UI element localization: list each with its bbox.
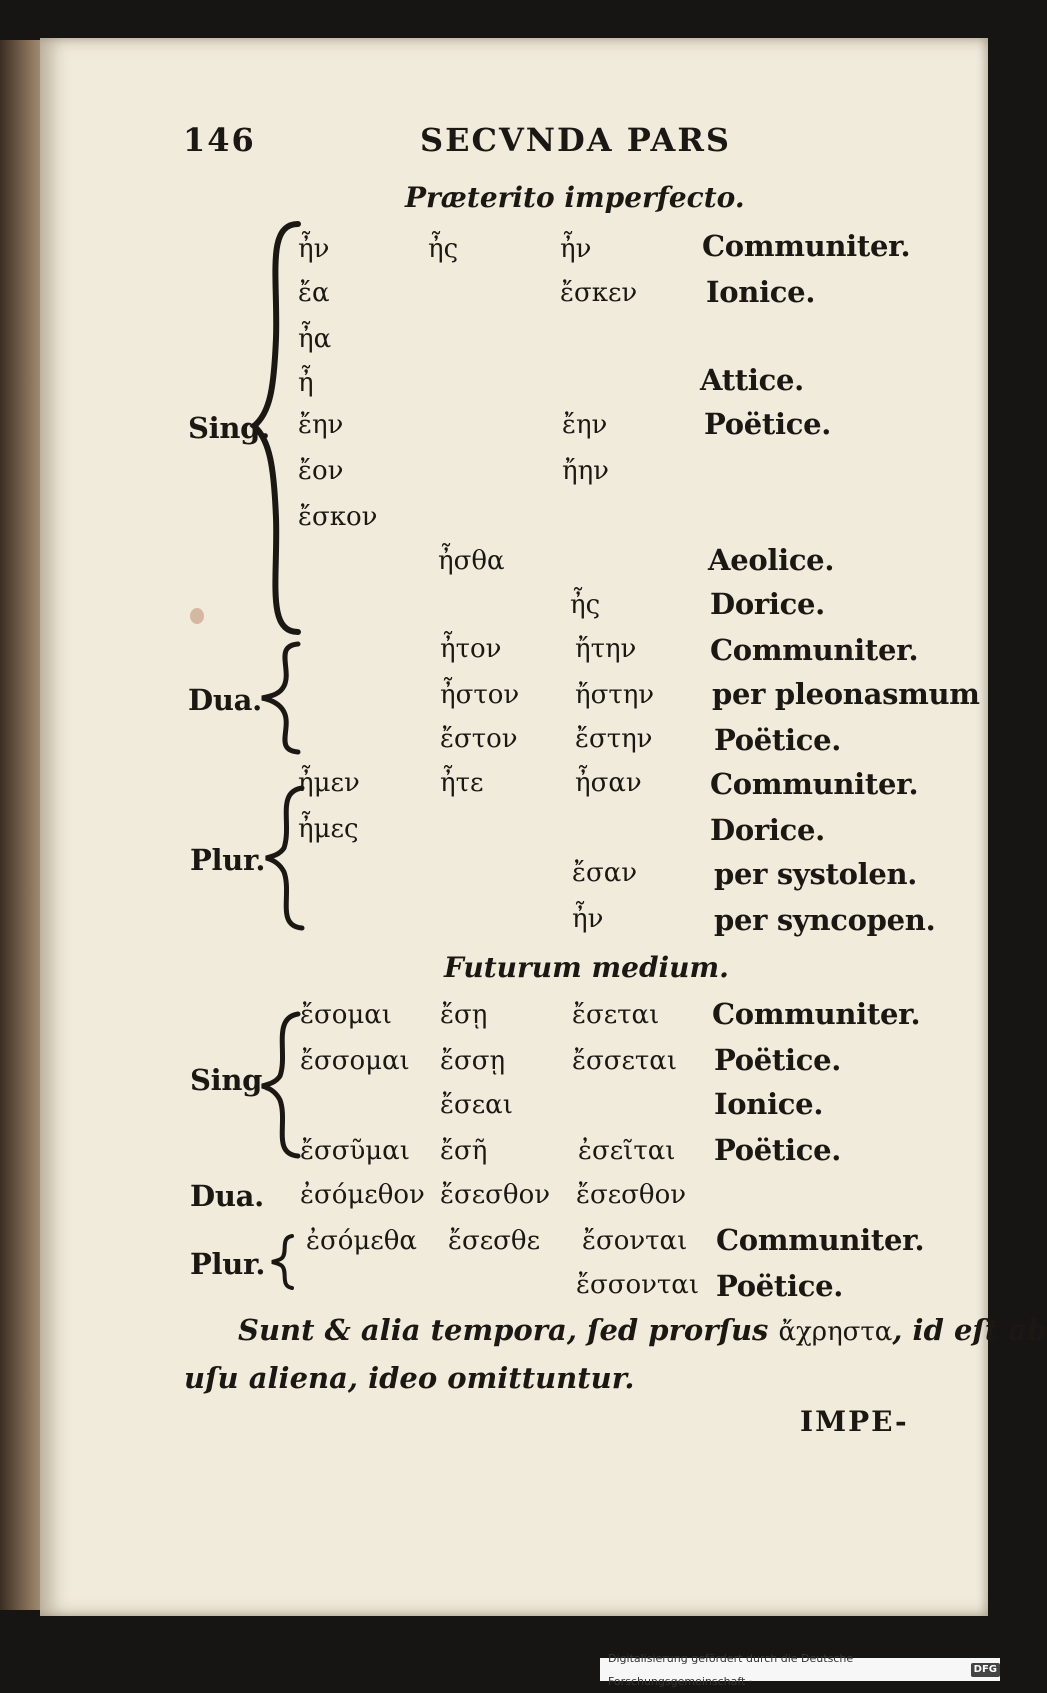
future-col2-form: ἔσεσθον xyxy=(440,1180,551,1210)
future-col1-form: ἔσομαι xyxy=(300,1000,393,1030)
dialect-note: Aeolice. xyxy=(708,543,835,577)
imperfect-sing-form: ἔην xyxy=(298,410,344,440)
dialect-note: Poëtice. xyxy=(714,1043,842,1077)
dialect-note: Ionice. xyxy=(706,275,816,309)
imperfect-col2-form: ἦς xyxy=(428,234,459,264)
future-col1-form: ἔσσομαι xyxy=(300,1046,410,1076)
future-col2-form: ἔσσῃ xyxy=(440,1046,506,1076)
closing-line: uſu aliena, ideo omittuntur. xyxy=(184,1361,635,1395)
imperfect-col2-form: ἔστον xyxy=(440,724,518,754)
dialect-note: Poëtice. xyxy=(704,407,832,441)
dfg-logo-icon: DFG xyxy=(971,1663,1000,1677)
dialect-note: Dorice. xyxy=(710,587,825,621)
imperfect-col3-form: ἔην xyxy=(562,410,608,440)
imperfect-col2-form: ἦτε xyxy=(440,768,484,798)
future-col3-form: ἐσεῖται xyxy=(578,1136,676,1166)
imperfect-col2-form: ἦστον xyxy=(440,680,520,710)
imperfect-sing-form: ἦα xyxy=(298,324,332,354)
future-col2-form: ἔσεαι xyxy=(440,1090,513,1120)
catchword: IMPE- xyxy=(800,1405,909,1438)
future-col3-form: ἔσσονται xyxy=(576,1270,700,1300)
imperfect-col3-form: ἔσαν xyxy=(572,858,638,888)
future-col3-form: ἔσεται xyxy=(572,1000,660,1030)
dialect-note: Poëtice. xyxy=(716,1269,844,1303)
book-spine xyxy=(0,40,40,1610)
dialect-note: per systolen. xyxy=(714,857,918,891)
dialect-note: Communiter. xyxy=(710,633,919,667)
future-col2-form: ἔσῃ xyxy=(440,1000,488,1030)
number-label-plur: Plur. xyxy=(190,1247,266,1281)
dialect-note: Poëtice. xyxy=(714,723,842,757)
brace-icon xyxy=(248,218,308,638)
number-label-plur: Plur. xyxy=(190,843,266,877)
closing-line xyxy=(238,1313,1047,1347)
imperfect-col3-form: ἦσαν xyxy=(575,768,642,798)
dialect-note: Communiter. xyxy=(716,1223,925,1257)
digitization-footer xyxy=(600,1651,1000,1688)
imperfect-sing-form: ἦ xyxy=(298,368,314,398)
imperfect-title: Præterito imperfecto. xyxy=(405,181,745,214)
dialect-note: Dorice. xyxy=(710,813,825,847)
imperfect-plur-form: ἦμες xyxy=(298,814,359,844)
future-col3-form: ἔσεσθον xyxy=(576,1180,687,1210)
imperfect-col3-form: ἤστην xyxy=(575,680,655,710)
imperfect-col3-form: ἤτην xyxy=(575,634,637,664)
number-label-sing: Sing. xyxy=(188,411,270,445)
imperfect-col3-form: ἦν xyxy=(560,234,592,264)
imperfect-sing-form: ἔον xyxy=(298,456,344,486)
imperfect-sing-form: ἔα xyxy=(298,278,330,308)
future-title: Futurum medium. xyxy=(444,951,729,984)
imperfect-col3-form: ἦς xyxy=(570,590,601,620)
brace-icon xyxy=(262,784,312,932)
closing-text: , id eſt ab xyxy=(892,1313,1047,1347)
number-label-sing: Sing. xyxy=(190,1063,272,1097)
number-label-dua: Dua. xyxy=(190,1179,264,1213)
future-col1-form: ἔσσῦμαι xyxy=(300,1136,410,1166)
footer-text: Digitalisierung gefördert durch die Deutsche Forschungsgemeinschaft · xyxy=(608,1651,854,1688)
brace-icon xyxy=(258,1010,308,1160)
imperfect-sing-form: ἔσκον xyxy=(298,502,378,532)
page-number: 146 xyxy=(183,121,256,159)
dialect-note: Communiter. xyxy=(710,767,919,801)
dialect-note: Communiter. xyxy=(702,229,911,263)
brace-icon xyxy=(270,1232,300,1292)
dialect-note: per pleonasmum xyxy=(712,677,980,711)
number-label-dua: Dua. xyxy=(188,683,262,717)
future-col1-form: ἐσόμεθον xyxy=(300,1180,425,1210)
running-head: SECVNDA PARS xyxy=(420,121,732,159)
imperfect-col3-form: ἔστην xyxy=(575,724,653,754)
dialect-note: Ionice. xyxy=(714,1087,824,1121)
imperfect-col2-form: ἦσθα xyxy=(438,546,505,576)
greek-term: ἄχρηστα xyxy=(778,1317,893,1347)
future-col2-form: ἔσεσθε xyxy=(448,1226,541,1256)
dialect-note: Poëtice. xyxy=(714,1133,842,1167)
brace-icon xyxy=(258,640,308,756)
closing-text: Sunt & alia tempora, ſed prorſus xyxy=(238,1313,769,1347)
imperfect-sing-form: ἦν xyxy=(298,234,330,264)
future-col3-form: ἔσονται xyxy=(582,1226,688,1256)
imperfect-col3-form: ἔσκεν xyxy=(560,278,638,308)
future-col1-form: ἐσόμεθα xyxy=(306,1226,417,1256)
dialect-note: Communiter. xyxy=(712,997,921,1031)
future-col3-form: ἔσσεται xyxy=(572,1046,678,1076)
imperfect-col3-form: ἦν xyxy=(572,904,604,934)
dialect-note: per syncopen. xyxy=(714,903,936,937)
dialect-note: Attice. xyxy=(700,363,804,397)
imperfect-col2-form: ἦτον xyxy=(440,634,502,664)
imperfect-col3-form: ἤην xyxy=(562,456,609,486)
imperfect-plur-form: ἦμεν xyxy=(298,768,360,798)
future-col2-form: ἔσῆ xyxy=(440,1136,488,1166)
